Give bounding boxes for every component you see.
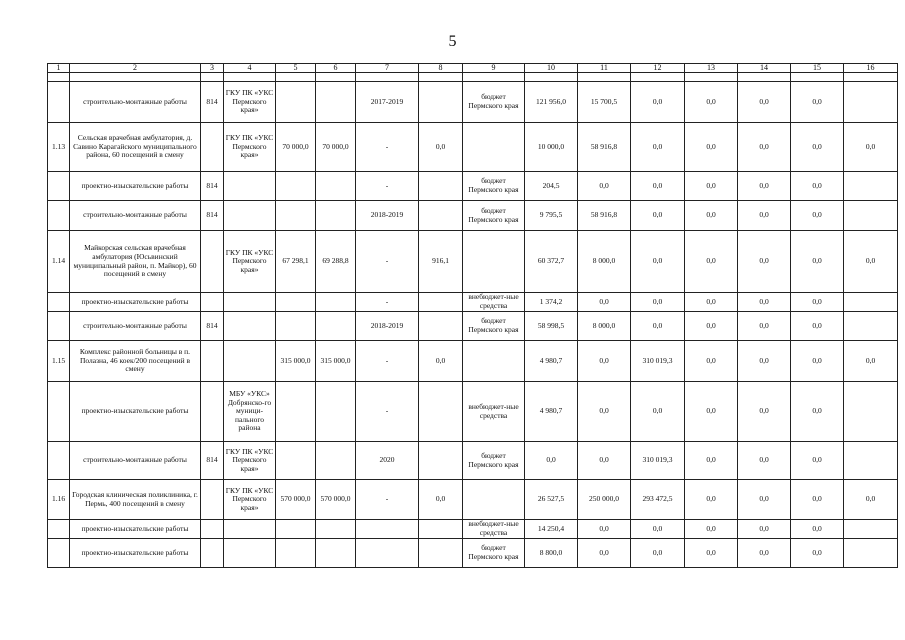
table-cell: 0,0 — [685, 312, 738, 341]
table-cell: 4 980,7 — [525, 382, 578, 442]
table-cell: 0,0 — [578, 293, 631, 312]
table-cell — [356, 520, 419, 539]
table-cell: 0,0 — [631, 293, 685, 312]
table-cell: 26 527,5 — [525, 480, 578, 520]
table-cell: бюджет Пермского края — [463, 82, 525, 123]
table-row — [48, 201, 898, 231]
column-number: 9 — [463, 64, 525, 73]
table-cell: 293 472,5 — [631, 480, 685, 520]
table-row — [48, 480, 898, 520]
table-cell — [224, 341, 276, 382]
table-cell — [844, 382, 898, 442]
table-header-row — [48, 64, 898, 73]
table-cell: 0,0 — [685, 172, 738, 201]
table-cell: 10 000,0 — [525, 123, 578, 172]
table-cell: Майкорская сельская врачебная амбулатория (Юсьвинский муниципальный район, п. Майкор), 60 посещений в смену — [70, 231, 201, 293]
page-number: 5 — [448, 33, 457, 50]
table-cell: 310 019,3 — [631, 341, 685, 382]
table-cell: 67 298,1 — [276, 231, 316, 293]
table-cell: ГКУ ПК «УКС Пермского края» — [224, 231, 276, 293]
table-cell: 250 000,0 — [578, 480, 631, 520]
table-cell: 0,0 — [631, 123, 685, 172]
column-number: 1 — [48, 64, 70, 73]
table-cell: 0,0 — [631, 231, 685, 293]
table-cell: 0,0 — [791, 382, 844, 442]
table-cell — [201, 341, 224, 382]
table-cell: 0,0 — [791, 312, 844, 341]
table-cell — [224, 172, 276, 201]
spacer-cell — [791, 73, 844, 82]
table-cell — [201, 123, 224, 172]
table-cell: 0,0 — [738, 341, 791, 382]
table-cell — [48, 172, 70, 201]
table-cell: - — [356, 382, 419, 442]
table-cell: 0,0 — [419, 341, 463, 382]
table-cell: 0,0 — [685, 382, 738, 442]
table-cell: 69 288,8 — [316, 231, 356, 293]
table-cell: Комплекс районной больницы в п. Полазна, 46 коек/200 посещений в смену — [70, 341, 201, 382]
table-cell: - — [356, 293, 419, 312]
spacer-cell — [578, 73, 631, 82]
table-cell: 70 000,0 — [276, 123, 316, 172]
spacer-cell — [356, 73, 419, 82]
column-number: 5 — [276, 64, 316, 73]
table-cell — [316, 520, 356, 539]
table-cell: 2018-2019 — [356, 201, 419, 231]
table-cell: 0,0 — [844, 480, 898, 520]
table-cell: проектно-изыскательские работы — [70, 382, 201, 442]
table-cell: 0,0 — [791, 172, 844, 201]
table-cell: 0,0 — [844, 341, 898, 382]
table-cell — [316, 312, 356, 341]
table-cell: 814 — [201, 82, 224, 123]
table-cell — [419, 442, 463, 480]
table-cell: 0,0 — [685, 539, 738, 568]
table-cell — [276, 539, 316, 568]
table-cell — [419, 312, 463, 341]
table-cell — [316, 293, 356, 312]
table-cell: 814 — [201, 172, 224, 201]
table-cell: 0,0 — [685, 520, 738, 539]
column-number: 10 — [525, 64, 578, 73]
table-cell: 0,0 — [738, 480, 791, 520]
budget-table — [47, 63, 898, 568]
table-row — [48, 539, 898, 568]
table-cell: ГКУ ПК «УКС Пермского края» — [224, 480, 276, 520]
table-cell — [419, 201, 463, 231]
table-cell — [419, 382, 463, 442]
table-cell: 0,0 — [738, 172, 791, 201]
table-cell — [419, 520, 463, 539]
table-cell: 0,0 — [844, 123, 898, 172]
table-cell: 315 000,0 — [316, 341, 356, 382]
table-cell — [48, 539, 70, 568]
table-cell: строительно-монтажные работы — [70, 442, 201, 480]
spacer-cell — [844, 73, 898, 82]
table-cell: - — [356, 480, 419, 520]
table-cell — [844, 520, 898, 539]
table-cell: бюджет Пермского края — [463, 201, 525, 231]
column-number: 12 — [631, 64, 685, 73]
table-cell — [201, 480, 224, 520]
table-cell — [419, 82, 463, 123]
table-cell: строительно-монтажные работы — [70, 201, 201, 231]
spacer-cell — [201, 73, 224, 82]
table-cell — [316, 172, 356, 201]
table-cell: 0,0 — [685, 442, 738, 480]
table-cell — [276, 82, 316, 123]
table-cell: 0,0 — [685, 293, 738, 312]
table-cell — [201, 539, 224, 568]
table-row — [48, 312, 898, 341]
table-cell — [48, 293, 70, 312]
table-cell — [48, 312, 70, 341]
table-cell: МБУ «УКС» Добрянско-го муници-пального района — [224, 382, 276, 442]
table-cell: 0,0 — [791, 520, 844, 539]
table-cell: 70 000,0 — [316, 123, 356, 172]
table-cell: 0,0 — [631, 539, 685, 568]
table-row — [48, 231, 898, 293]
table-cell: 0,0 — [738, 382, 791, 442]
table-cell — [844, 201, 898, 231]
column-number: 2 — [70, 64, 201, 73]
table-cell: 121 956,0 — [525, 82, 578, 123]
table-cell — [316, 539, 356, 568]
table-cell: 0,0 — [791, 201, 844, 231]
column-number: 4 — [224, 64, 276, 73]
table-cell: 1.13 — [48, 123, 70, 172]
table-cell: 8 000,0 — [578, 231, 631, 293]
table-row — [48, 82, 898, 123]
table-cell — [844, 539, 898, 568]
column-number: 16 — [844, 64, 898, 73]
spacer-cell — [738, 73, 791, 82]
table-cell — [463, 341, 525, 382]
table-row — [48, 382, 898, 442]
table-cell: проектно-изыскательские работы — [70, 539, 201, 568]
table-cell — [276, 520, 316, 539]
column-number: 15 — [791, 64, 844, 73]
column-number: 6 — [316, 64, 356, 73]
table-cell: строительно-монтажные работы — [70, 312, 201, 341]
table-cell: 0,0 — [578, 172, 631, 201]
table-cell: Сельская врачебная амбулатория, д. Савино Карагайского муниципального района, 60 посещений в смену — [70, 123, 201, 172]
table-cell: 814 — [201, 312, 224, 341]
table-cell — [844, 312, 898, 341]
table-cell: 8 800,0 — [525, 539, 578, 568]
spacer-cell — [685, 73, 738, 82]
table-cell: 0,0 — [738, 312, 791, 341]
table-cell: 0,0 — [791, 293, 844, 312]
table-cell: 0,0 — [685, 480, 738, 520]
table-cell — [276, 172, 316, 201]
table-cell: 0,0 — [685, 82, 738, 123]
table-cell: 0,0 — [791, 82, 844, 123]
table-cell — [276, 293, 316, 312]
table-cell: - — [356, 341, 419, 382]
spacer-cell — [276, 73, 316, 82]
table-cell: - — [356, 123, 419, 172]
table-cell: проектно-изыскательские работы — [70, 293, 201, 312]
table-cell: 0,0 — [844, 231, 898, 293]
table-cell: - — [356, 172, 419, 201]
table-cell — [419, 539, 463, 568]
spacer-cell — [316, 73, 356, 82]
table-cell: 0,0 — [738, 520, 791, 539]
table-cell — [316, 82, 356, 123]
table-cell: 0,0 — [631, 382, 685, 442]
table-cell — [419, 293, 463, 312]
table-cell: 58 998,5 — [525, 312, 578, 341]
table-cell: 14 250,4 — [525, 520, 578, 539]
table-cell: 0,0 — [685, 123, 738, 172]
table-cell: 0,0 — [578, 539, 631, 568]
table-cell: 0,0 — [738, 539, 791, 568]
table-cell: 570 000,0 — [316, 480, 356, 520]
table-cell: 1.15 — [48, 341, 70, 382]
table-row — [48, 172, 898, 201]
table-cell: 0,0 — [578, 520, 631, 539]
table-cell: 204,5 — [525, 172, 578, 201]
table-row — [48, 442, 898, 480]
table-cell: 58 916,8 — [578, 123, 631, 172]
table-cell: 0,0 — [631, 201, 685, 231]
spacer-cell — [224, 73, 276, 82]
spacer-cell — [463, 73, 525, 82]
table-cell: 0,0 — [791, 341, 844, 382]
table-cell — [419, 172, 463, 201]
column-number: 8 — [419, 64, 463, 73]
table-row — [48, 520, 898, 539]
table-spacer-row — [48, 73, 898, 82]
table-cell: 0,0 — [738, 231, 791, 293]
table-cell — [463, 231, 525, 293]
table-row — [48, 341, 898, 382]
table-cell: ГКУ ПК «УКС Пермского края» — [224, 123, 276, 172]
table-cell: 58 916,8 — [578, 201, 631, 231]
table-cell — [463, 480, 525, 520]
table-cell: 8 000,0 — [578, 312, 631, 341]
table-cell — [48, 442, 70, 480]
table-cell — [224, 293, 276, 312]
table-row — [48, 123, 898, 172]
table-cell: 0,0 — [631, 172, 685, 201]
table-cell — [48, 382, 70, 442]
table-cell: 0,0 — [631, 82, 685, 123]
table-cell: 1.16 — [48, 480, 70, 520]
table-cell: 0,0 — [738, 82, 791, 123]
table-cell — [201, 520, 224, 539]
table-cell — [224, 520, 276, 539]
table-cell — [224, 312, 276, 341]
table-cell: 0,0 — [791, 480, 844, 520]
table-cell: 814 — [201, 201, 224, 231]
table-cell: 0,0 — [738, 123, 791, 172]
table-cell: строительно-монтажные работы — [70, 82, 201, 123]
table-cell: 0,0 — [738, 201, 791, 231]
table-cell: 315 000,0 — [276, 341, 316, 382]
column-number: 7 — [356, 64, 419, 73]
table-cell: 0,0 — [791, 539, 844, 568]
table-cell: внебюджет-ные средства — [463, 520, 525, 539]
table-cell — [48, 201, 70, 231]
table-cell: 2017-2019 — [356, 82, 419, 123]
table-cell: бюджет Пермского края — [463, 442, 525, 480]
table-cell — [276, 442, 316, 480]
table-cell: 60 372,7 — [525, 231, 578, 293]
table-cell: бюджет Пермского края — [463, 312, 525, 341]
table-cell: 4 980,7 — [525, 341, 578, 382]
table-cell: 1 374,2 — [525, 293, 578, 312]
table-cell: - — [356, 231, 419, 293]
table-cell — [356, 539, 419, 568]
table-cell: 15 700,5 — [578, 82, 631, 123]
table-cell — [463, 123, 525, 172]
table-cell: 0,0 — [791, 123, 844, 172]
table-cell: 0,0 — [631, 520, 685, 539]
spacer-cell — [48, 73, 70, 82]
table-cell — [276, 201, 316, 231]
table-cell: 0,0 — [578, 382, 631, 442]
table-cell — [224, 201, 276, 231]
spacer-cell — [631, 73, 685, 82]
table-cell — [48, 520, 70, 539]
table-cell — [276, 382, 316, 442]
table-cell: 916,1 — [419, 231, 463, 293]
table-cell: 0,0 — [419, 480, 463, 520]
table-cell: 0,0 — [419, 123, 463, 172]
table-cell — [201, 382, 224, 442]
table-cell: 0,0 — [578, 442, 631, 480]
table-cell — [844, 82, 898, 123]
table-cell: 0,0 — [791, 442, 844, 480]
table-cell — [316, 442, 356, 480]
table-cell: проектно-изыскательские работы — [70, 520, 201, 539]
table-cell: бюджет Пермского края — [463, 539, 525, 568]
table-cell — [844, 172, 898, 201]
table-cell: бюджет Пермского края — [463, 172, 525, 201]
table-cell: 310 019,3 — [631, 442, 685, 480]
table-cell — [276, 312, 316, 341]
table-cell: 9 795,5 — [525, 201, 578, 231]
table-cell: 0,0 — [738, 442, 791, 480]
table-cell: 2018-2019 — [356, 312, 419, 341]
table-cell: 814 — [201, 442, 224, 480]
table-cell — [844, 442, 898, 480]
spacer-cell — [525, 73, 578, 82]
table-cell: ГКУ ПК «УКС Пермского края» — [224, 82, 276, 123]
column-number: 13 — [685, 64, 738, 73]
spacer-cell — [70, 73, 201, 82]
table-cell — [316, 201, 356, 231]
column-number: 3 — [201, 64, 224, 73]
table-cell: ГКУ ПК «УКС Пермского края» — [224, 442, 276, 480]
table-row — [48, 293, 898, 312]
spacer-cell — [419, 73, 463, 82]
column-number: 11 — [578, 64, 631, 73]
table-cell — [201, 231, 224, 293]
table-cell — [224, 539, 276, 568]
table-cell: 0,0 — [738, 293, 791, 312]
table-cell: 0,0 — [631, 312, 685, 341]
table-cell: 0,0 — [685, 341, 738, 382]
table-cell: проектно-изыскательские работы — [70, 172, 201, 201]
table-cell — [48, 82, 70, 123]
table-cell — [201, 293, 224, 312]
table-cell: внебюджет-ные средства — [463, 382, 525, 442]
table-cell: 0,0 — [525, 442, 578, 480]
table-cell: 2020 — [356, 442, 419, 480]
table-cell: внебюджет-ные средства — [463, 293, 525, 312]
table-cell: 0,0 — [578, 341, 631, 382]
table-cell — [316, 382, 356, 442]
table-cell: 1.14 — [48, 231, 70, 293]
table-cell: Городская клиническая поликлиника, г. Пермь, 400 посещений в смену — [70, 480, 201, 520]
table-cell: 0,0 — [791, 231, 844, 293]
table-cell — [844, 293, 898, 312]
table-cell: 0,0 — [685, 201, 738, 231]
column-number: 14 — [738, 64, 791, 73]
table-cell: 0,0 — [685, 231, 738, 293]
table-cell: 570 000,0 — [276, 480, 316, 520]
